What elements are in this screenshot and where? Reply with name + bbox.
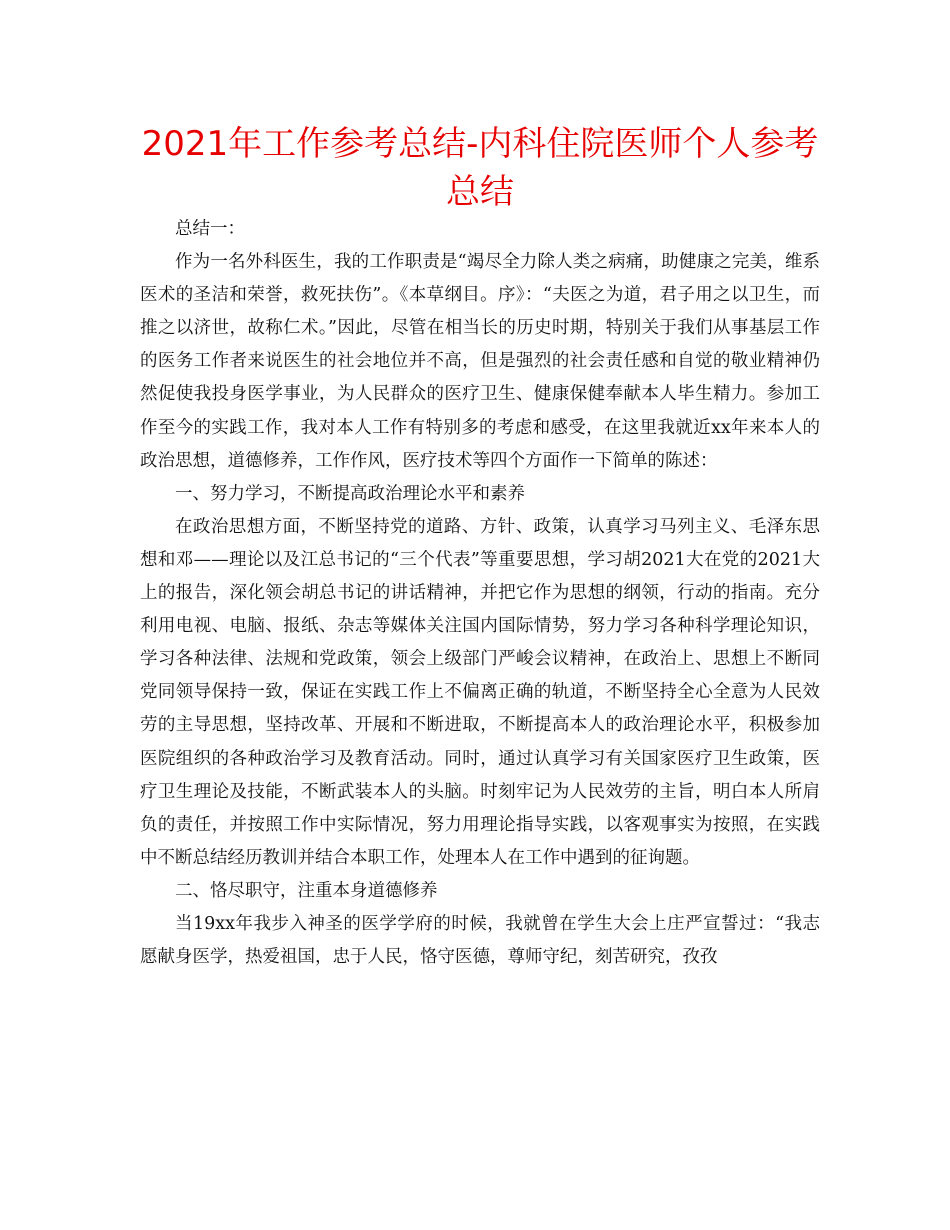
paragraph-political: 在政治思想方面，不断坚持党的道路、方针、政策，认真学习马列主义、毛泽东思想和邓——理论以及江总书记的“三个代表”等重要思想，学习胡2021大在党的2021大上的报告，深化领会胡总书记的讲话精神，并把它作为思想的纲领，行动的指南。充分利用电视、电脑、报纸、杂志等媒体关注国内国际情势，努力学习各种科学理论知识，学习各种法律、法规和党政策，领会上级部门严峻会议精神，在政治上、思想上不断同党同领导保持一致，保证在实践工作上不偏离正确的轨道，不断坚持全心全意为人民效劳的主导思想，坚持改革、开展和不断进取，不断提高本人的政治理论水平，积极参加医院组织的各种政治学习及教育活动。同时，通过认真学习有关国家医疗卫生政策，医疗卫生理论及技能，不断武装本人的头脑。时刻牢记为人民效劳的主旨，明白本人所肩负的责任，并按照工作中实际情况，努力用理论指导实践，以客观事实为按照，在实践中不断总结经历教训并结合本职工作，处理本人在工作中遇到的征询题。	[140, 516, 820, 868]
section-heading-2: 二、恪尽职守，注重本身道德修养	[175, 880, 438, 901]
paragraph-summary-label: 总结一：	[175, 219, 245, 239]
section-heading-1: 一、努力学习，不断提高政治理论水平和素养	[175, 483, 525, 504]
paragraph-oath: 当19xx年我步入神圣的医学学府的时候，我就曾在学生大会上庄严宣誓过：“我志愿献身医学，热爱祖国，忠于人民，恪守医德，尊师守纪，刻苦研究，孜孜	[140, 913, 820, 968]
document-title: 2021年工作参考总结-内科住院医师个人参考总结	[141, 124, 819, 212]
paragraph-intro: 作为一名外科医生，我的工作职责是“竭尽全力除人类之病痛，助健康之完美，维系医术的圣洁和荣誉，救死扶伤”。《本草纲目。序》：“夫医之为道，君子用之以卫生，而推之以济世，故称仁术。”因此，尽管在相当长的历史时期，特别关于我们从事基层工作的医务工作者来说医生的社会地位并不高，但是强烈的社会责任感和自觉的敬业精神仍然促使我投身医学事业，为人民群众的医疗卫生、健康保健奉献本人毕生精力。参加工作至今的实践工作，我对本人工作有特别多的考虑和感受，在这里我就近xx年来本人的政治思想，道德修养，工作作风，医疗技术等四个方面作一下简单的陈述：	[140, 252, 820, 471]
document-body	[140, 213, 820, 974]
